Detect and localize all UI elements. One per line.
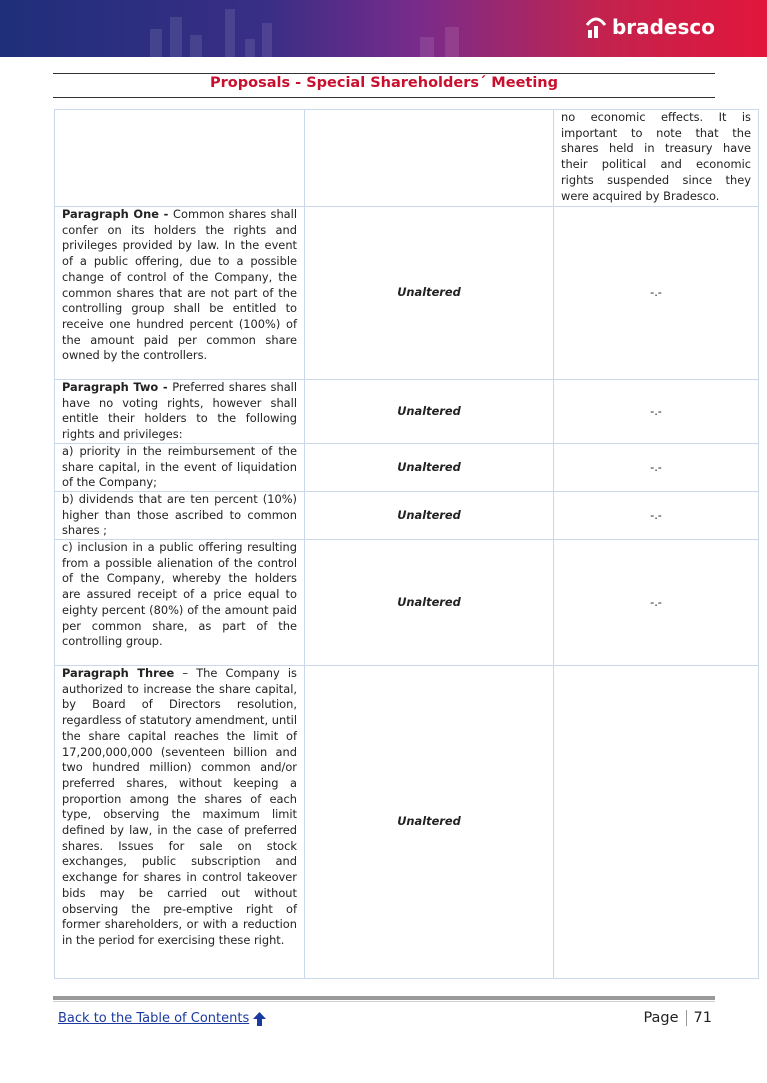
table-row xyxy=(55,491,759,539)
cell-proposed-text: Unaltered xyxy=(305,380,554,444)
cell-current-text: b) dividends that are ten percent (10%) higher than those ascribed to common shares ; xyxy=(55,491,305,539)
cell-justification: -.- xyxy=(554,540,759,666)
table-row xyxy=(55,207,759,380)
header-banner xyxy=(0,0,767,57)
page-title: Proposals - Special Shareholders´ Meeting xyxy=(209,75,559,91)
cell-justification: -.- xyxy=(554,380,759,444)
brand-logo xyxy=(585,15,715,39)
cell-current-text xyxy=(55,110,305,207)
bradesco-tree-icon xyxy=(585,15,607,39)
cell-proposed-text xyxy=(305,110,554,207)
back-to-toc-label[interactable]: Back to the Table of Contents xyxy=(58,1011,250,1026)
table-row xyxy=(55,380,759,444)
footer-rule xyxy=(53,996,715,1000)
page-label: Page xyxy=(643,1010,679,1026)
cell-justification: -.- xyxy=(554,207,759,380)
footer-rule-thin xyxy=(53,1001,715,1002)
cell-current-text: Paragraph Three – The Company is authorized to increase the share capital, by Board of Directors resolution, regardless of statutory amendment, until the share capital reaches the limit of 17,200,000,000 (seventeen billion and two hundred million) common and/or preferred shares, without keeping a proportion among the shares of each type, observing the maximum limit defined by law, in the case of preferred shares. Issues for sale on stock exchanges, public subscription and exchange for shares in control takeover bids may be carried out without observing the pre-emptive right of former shareholders, or with a reduction in the period for exercising these right. xyxy=(55,666,305,979)
back-to-toc-link[interactable] xyxy=(58,1011,266,1026)
brand-name: bradesco xyxy=(611,15,715,39)
cell-current-text: Paragraph One - Common shares shall confer on its holders the rights and privileges provided by law. In the event of a public offering, due to a possible change of control of the Company, the common shares that are not part of the controlling group shall be entitled to receive one hundred percent (100%) of the amount paid per common share owned by the controllers. xyxy=(55,207,305,380)
cell-proposed-text: Unaltered xyxy=(305,491,554,539)
page-number-block xyxy=(643,1010,712,1026)
cell-justification: -.- xyxy=(554,443,759,491)
cell-current-text: a) priority in the reimbursement of the share capital, in the event of liquidation of the Company; xyxy=(55,443,305,491)
title-rule-bottom xyxy=(53,97,715,98)
arrow-up-icon[interactable] xyxy=(253,1012,266,1026)
cell-proposed-text: Unaltered xyxy=(305,443,554,491)
cell-proposed-text: Unaltered xyxy=(305,666,554,979)
cell-proposed-text: Unaltered xyxy=(305,540,554,666)
page-separator xyxy=(686,1010,687,1026)
cell-current-text: Paragraph Two - Preferred shares shall have no voting rights, however shall entitle their holders to the following rights and privileges: xyxy=(55,380,305,444)
table-row xyxy=(55,540,759,666)
cell-proposed-text: Unaltered xyxy=(305,207,554,380)
cell-justification: no economic effects. It is important to note that the shares held in treasury have their political and economic rights suspended since they were acquired by Bradesco. xyxy=(554,110,759,207)
cell-current-text: c) inclusion in a public offering resulting from a possible alienation of the control of the Company, whereby the holders are assured receipt of a price equal to eighty percent (80%) of the amount paid per common share, as part of the controlling group. xyxy=(55,540,305,666)
table-row xyxy=(55,110,759,207)
cell-justification: -.- xyxy=(554,491,759,539)
table-row xyxy=(55,666,759,979)
proposal-table xyxy=(54,109,759,979)
page-number: 71 xyxy=(693,1010,712,1026)
title-rule-top xyxy=(53,73,715,74)
cell-justification xyxy=(554,666,759,979)
table-row xyxy=(55,443,759,491)
